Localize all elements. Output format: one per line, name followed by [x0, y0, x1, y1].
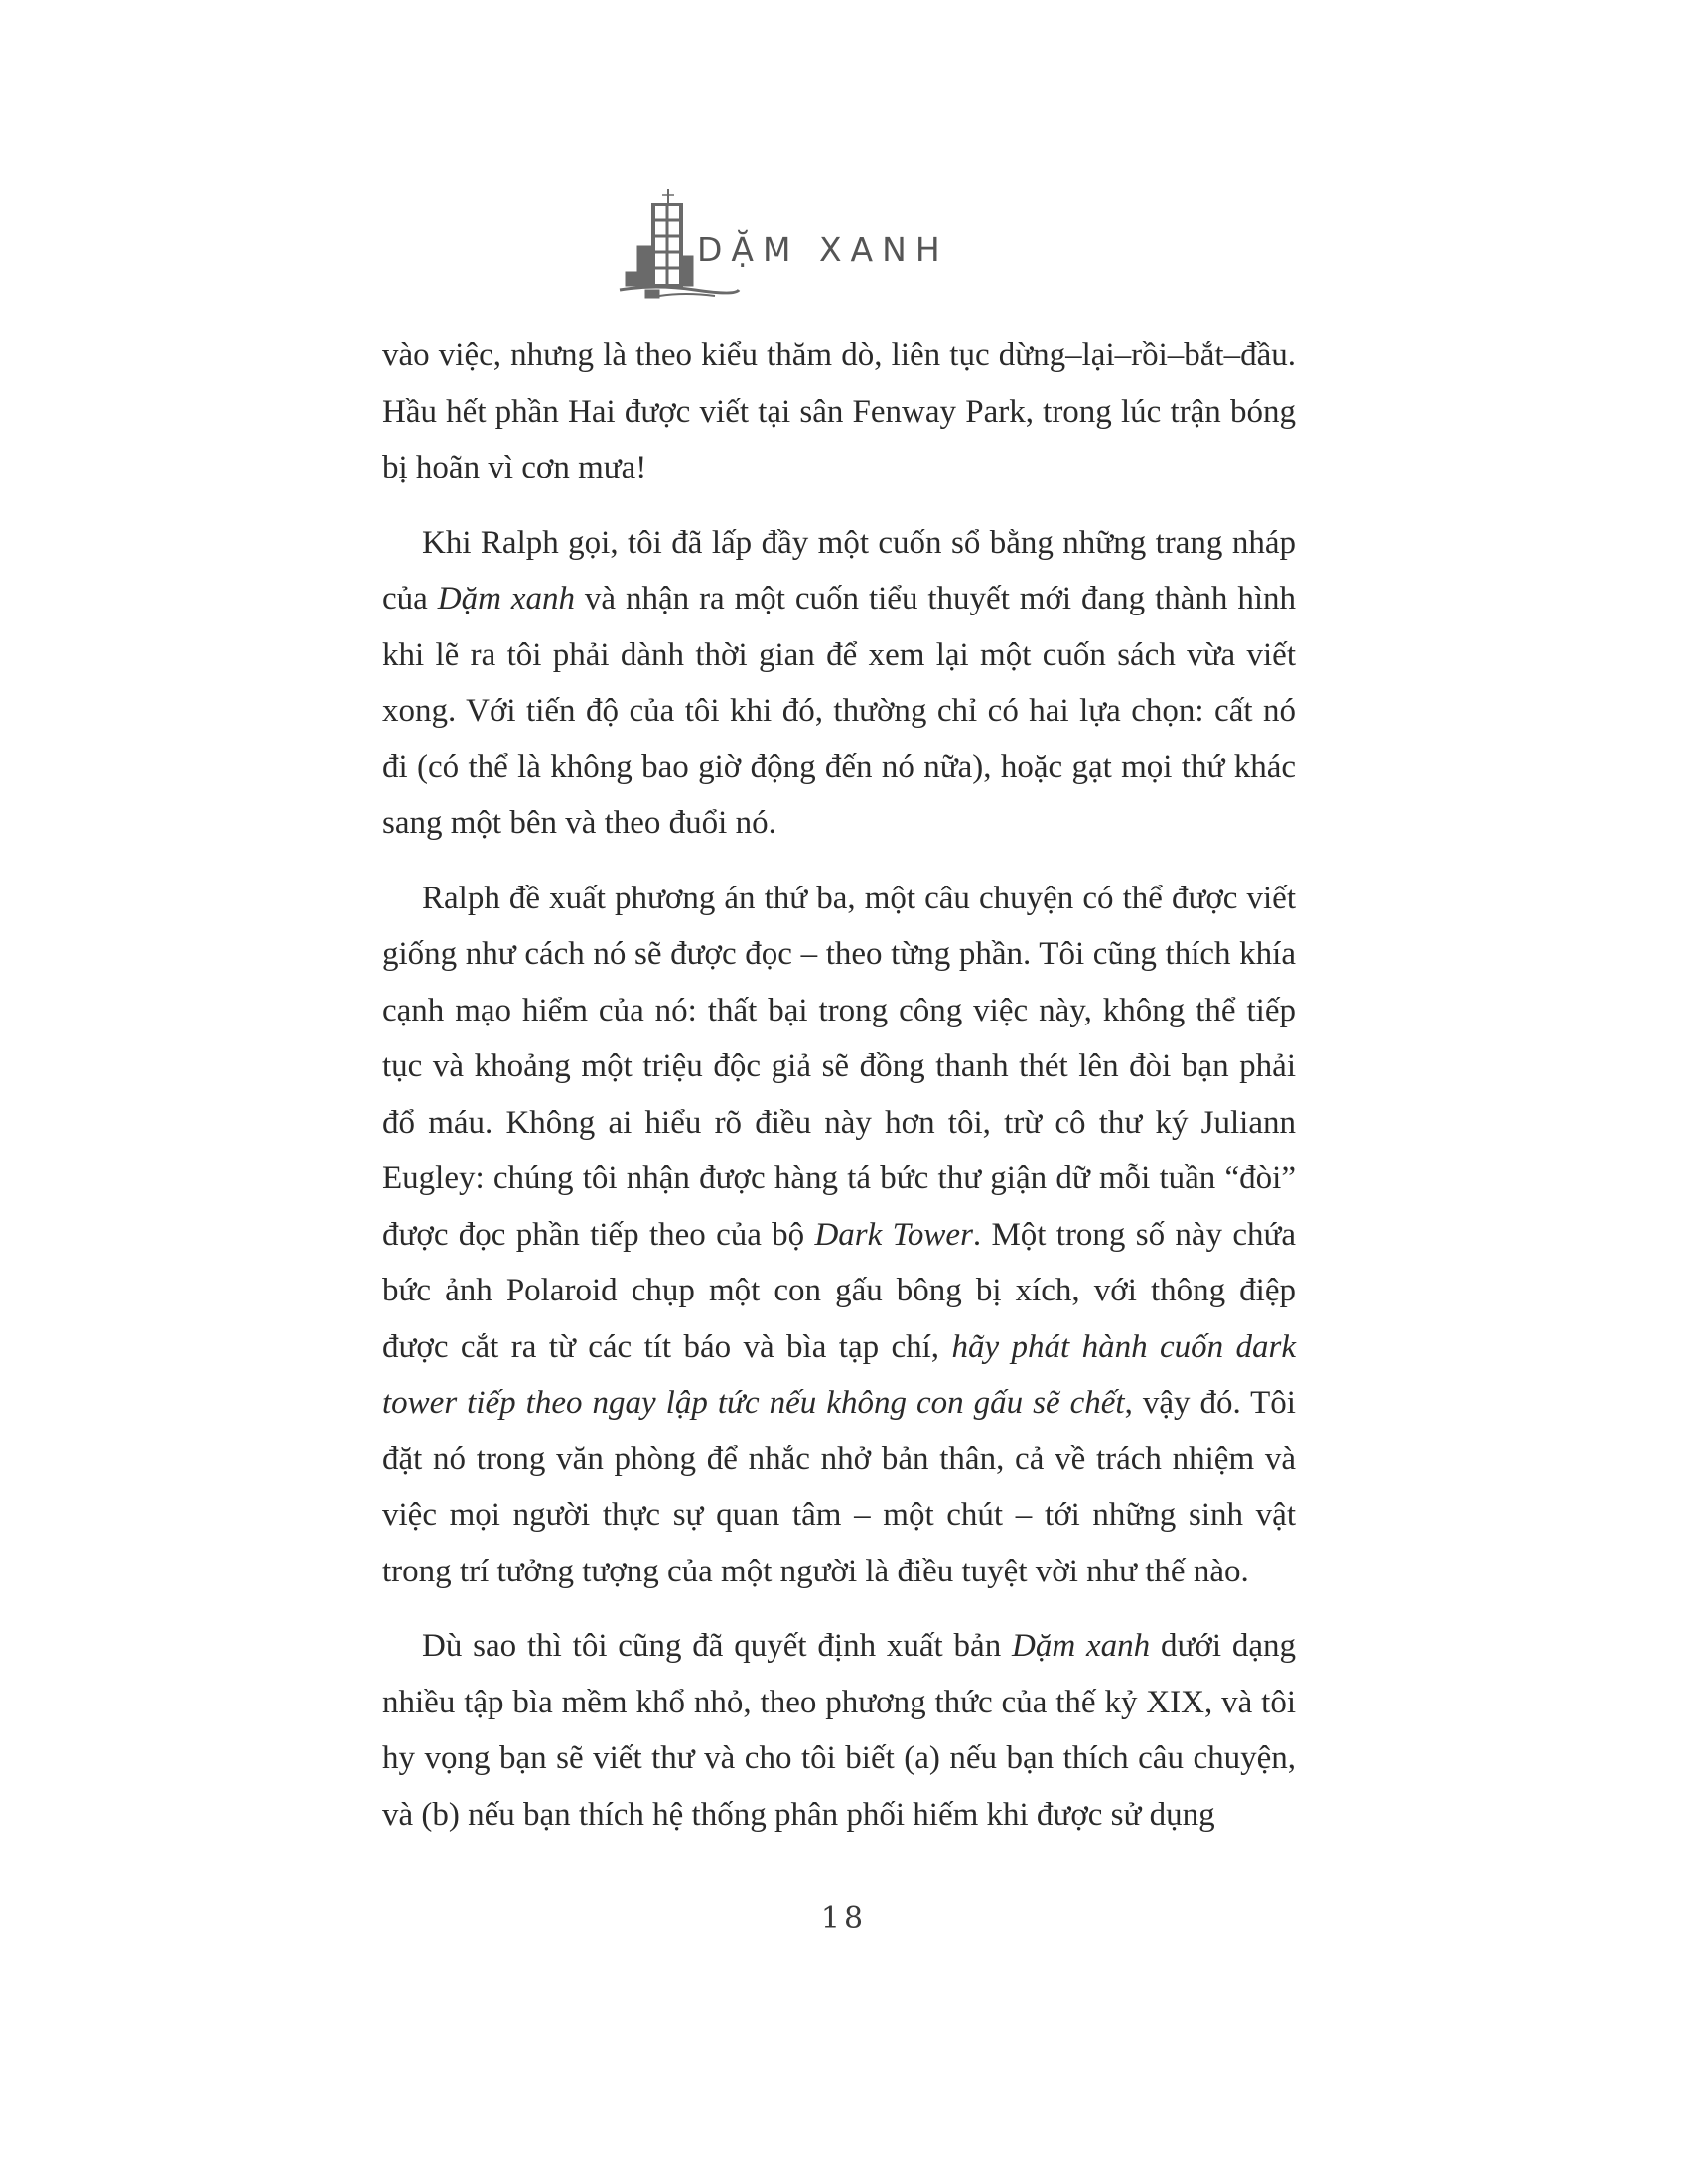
paragraph — [382, 515, 1296, 852]
quoted-message-italic: hãy phát hành cuốn dark tower tiếp theo ngay lập tức nếu không con gấu sẽ chết — [382, 1328, 1296, 1421]
text-segment: Dù sao thì tôi cũng đã quyết định xuất bản — [422, 1628, 1013, 1664]
text-segment: , vậy đó. Tôi đặt nó trong văn phòng để nhắc nhở bản thân, cả về trách nhiệm và việc mọi người thực sự quan tâm – một chút – tới những sinh vật trong trí tưởng tượng của một người là điều tuyệt vời như thế nào. — [382, 1385, 1296, 1589]
text-segment: dưới dạng nhiều tập bìa mềm khổ nhỏ, theo phương thức của thế kỷ XIX, và tôi hy vọng bạn sẽ viết thư và cho tôi biết (a) nếu bạn thích câu chuyện, và (b) nếu bạn thích hệ thống phân phối hiếm khi được sử dụng — [382, 1628, 1296, 1833]
running-header-title: DẶM XANH — [697, 230, 949, 269]
text-segment: và nhận ra một cuốn tiểu thuyết mới đang thành hình khi lẽ ra tôi phải dành thời gian để xem lại một cuốn sách vừa viết xong. Với tiến độ của tôi khi đó, thường chỉ có hai lựa chọn: cất nó đi (có thể là không bao giờ động đến nó nữa), hoặc gạt mọi thứ khác sang một bên và theo đuổi nó. — [382, 581, 1297, 841]
paragraph — [382, 1618, 1296, 1843]
text-segment: . Một trong số này chứa bức ảnh Polaroid chụp một con gấu bông bị xích, với thông điệp được cắt ra từ các tít báo và bìa tạp chí, — [382, 1216, 1296, 1365]
paragraph — [382, 328, 1296, 496]
book-title-italic: Dặm xanh — [437, 581, 575, 616]
book-title-italic: Dặm xanh — [1012, 1628, 1151, 1664]
text-segment: Khi Ralph gọi, tôi đã lấp đầy một cuốn sổ bằng những trang nháp của — [382, 524, 1296, 616]
running-header — [616, 187, 1112, 306]
text-segment: vào việc, nhưng là theo kiểu thăm dò, liên tục dừng–lại–rồi–bắt–đầu. Hầu hết phần Hai được viết tại sân Fenway Park, trong lúc trận bóng bị hoãn vì cơn mưa! — [382, 338, 1296, 485]
book-title-italic: Dark Tower — [814, 1216, 973, 1253]
body-text — [382, 328, 1296, 1861]
page-number: 18 — [820, 1901, 868, 1936]
text-segment: Ralph đề xuất phương án thứ ba, một câu chuyện có thể được viết giống như cách nó sẽ được đọc – theo từng phần. Tôi cũng thích khía cạnh mạo hiểm của nó: thất bại trong công việc này, không thể tiếp tục và khoảng một triệu độc giả sẽ đồng thanh thét lên đòi bạn phải đổ máu. Không ai hiểu rõ điều này hơn tôi, trừ cô thư ký Juliann Eugley: chúng tôi nhận được hàng tá bức thư giận dữ mỗi tuần “đòi” được đọc phần tiếp theo của bộ — [382, 880, 1296, 1253]
paragraph — [382, 871, 1296, 1600]
